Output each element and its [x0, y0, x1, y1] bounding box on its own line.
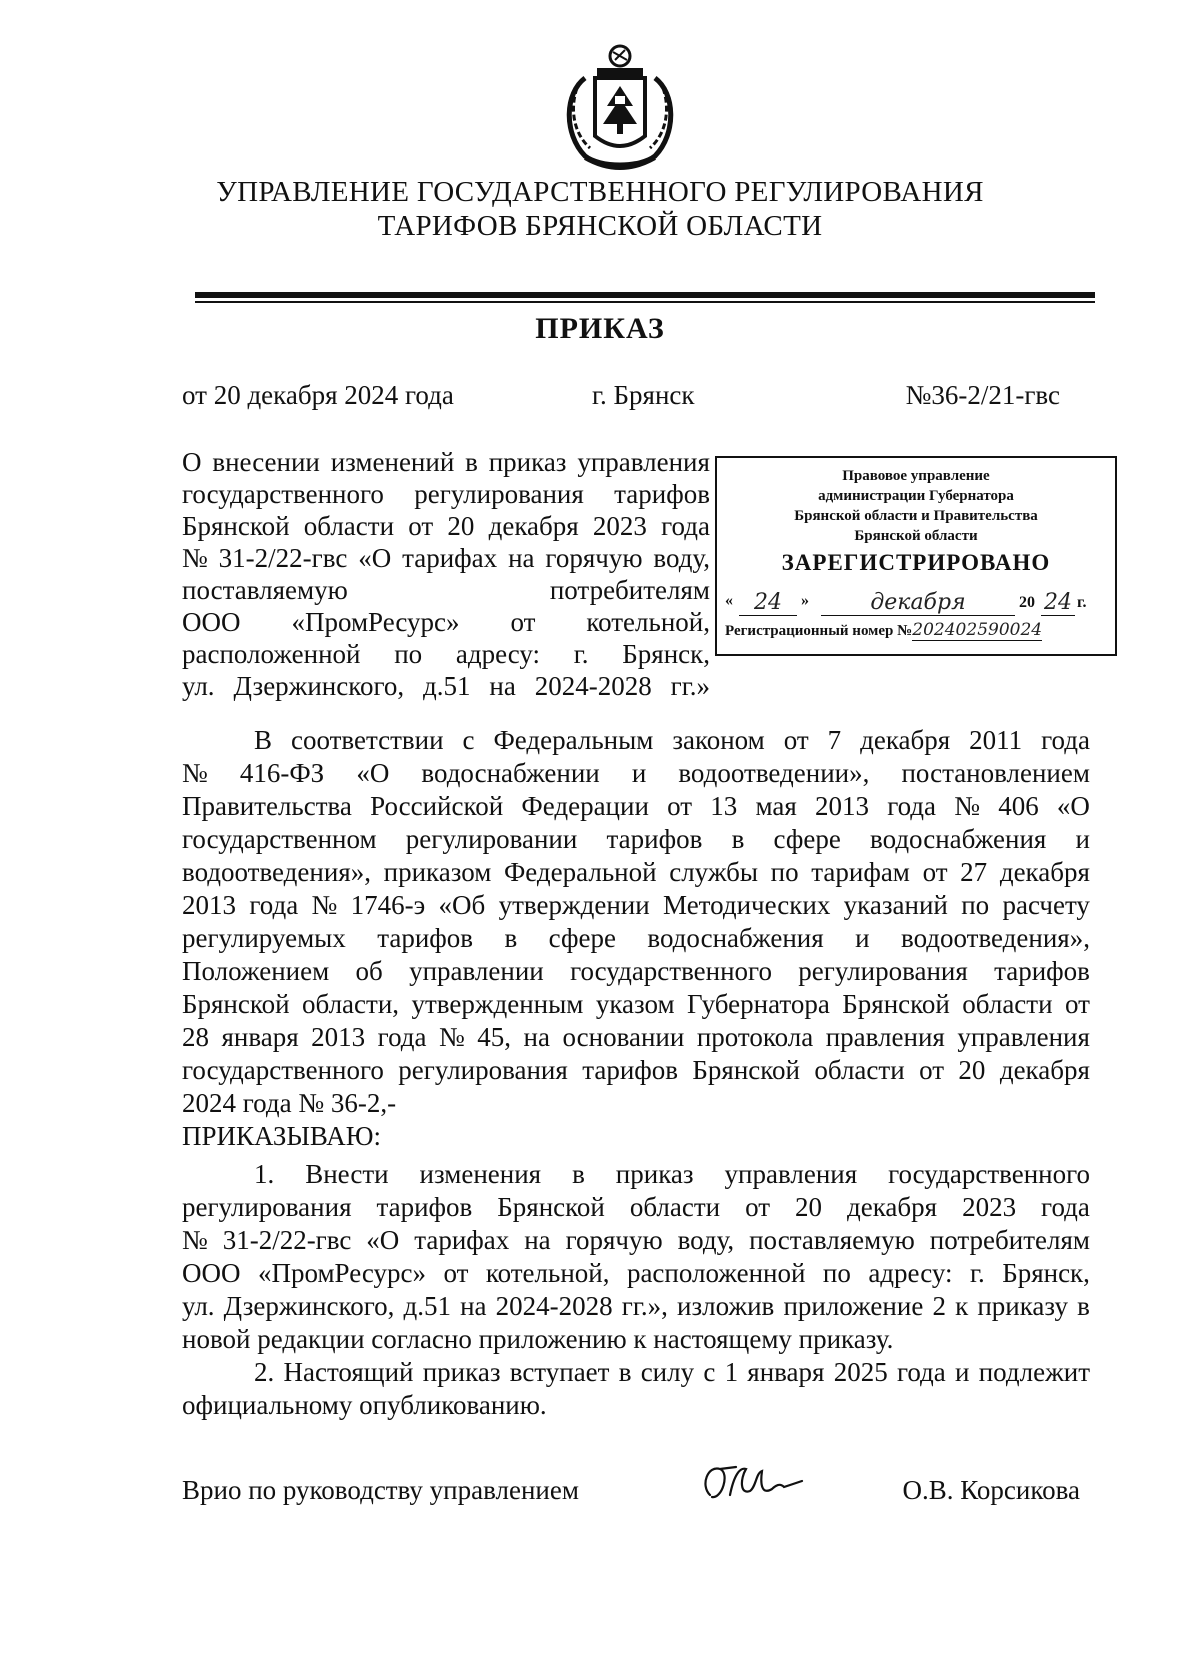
- preamble-line: 2024 года № 36-2,-: [182, 1088, 397, 1118]
- document-title: ПРИКАЗ: [535, 312, 665, 345]
- stamp-month: декабря: [821, 590, 1015, 616]
- stamp-registration-line: [725, 620, 1109, 641]
- stamp-status: ЗАРЕГИСТРИРОВАНО: [781, 550, 1051, 575]
- order-date: от 20 декабря 2024 года: [182, 380, 454, 410]
- stamp-year-suffix: 24: [1041, 590, 1075, 616]
- order-item-1: [182, 1158, 1090, 1356]
- item-line: ООО «ПромРесурс» от котельной, расположенной по адресу: г. Брянск,: [182, 1258, 1090, 1288]
- stamp-year-prefix: 20: [1019, 594, 1035, 611]
- stamp-date-line: « 24 » декабря 20 24 г.: [725, 590, 1087, 615]
- coat-of-arms-emblem: [555, 38, 685, 178]
- organization-name-line-2: ТАРИФОВ БРЯНСКОЙ ОБЛАСТИ: [377, 210, 823, 242]
- order-number: №36-2/21-гвс: [905, 380, 1060, 410]
- item-line: 1. Внести изменения в приказ управления государственного: [254, 1159, 1090, 1189]
- order-subject: [182, 446, 710, 702]
- stamp-day: 24: [739, 590, 797, 616]
- preamble-line: водоотведения», приказом Федеральной службы по тарифам от 27 декабря: [182, 857, 1090, 887]
- header-rule-thin: [195, 301, 1095, 303]
- signatory-name: О.В. Корсикова: [902, 1475, 1080, 1505]
- subject-line: государственного регулирования тарифов: [182, 479, 710, 509]
- preamble-line: № 416-ФЗ «О водоснабжении и водоотведении», постановлением: [182, 758, 1090, 788]
- order-city: г. Брянск: [592, 380, 695, 410]
- item-line: ул. Дзержинского, д.51 на 2024-2028 гг.», изложив приложение 2 к приказу в: [182, 1291, 1090, 1321]
- header-rule-thick: [195, 292, 1095, 298]
- stamp-authority-line: Брянской области и Правительства: [794, 508, 1038, 524]
- preamble-line: государственном регулировании тарифов в сфере водоснабжения и: [182, 824, 1090, 854]
- stamp-authority-line: администрации Губернатора: [818, 488, 1014, 504]
- preamble-line: регулируемых тарифов в сфере водоснабжения и водоотведения»,: [182, 923, 1090, 953]
- subject-line: О внесении изменений в приказ управления: [182, 447, 710, 477]
- subject-line: поставляемую потребителям: [182, 575, 710, 605]
- item-line: № 31-2/22-гвс «О тарифах на горячую воду, поставляемую потребителям: [182, 1225, 1090, 1255]
- subject-line: ООО «ПромРесурс» от котельной,: [182, 607, 710, 637]
- order-directive-word: ПРИКАЗЫВАЮ:: [182, 1121, 381, 1151]
- item-line: регулирования тарифов Брянской области от 20 декабря 2023 года: [182, 1192, 1090, 1222]
- signer-position: Врио по руководству управлением: [182, 1475, 579, 1505]
- stamp-authority-line: Правовое управление: [842, 468, 990, 484]
- subject-line: расположенной по адресу: г. Брянск,: [182, 639, 710, 669]
- preamble-paragraph: [182, 724, 1090, 1153]
- preamble-line: Положением об управлении государственного регулирования тарифов: [182, 956, 1090, 986]
- stamp-registration-label: Регистрационный номер №: [725, 623, 913, 639]
- item-line: новой редакции согласно приложению к настоящему приказу.: [182, 1324, 894, 1354]
- registration-stamp: [715, 456, 1117, 656]
- stamp-registration-number: 202402590024: [912, 620, 1043, 640]
- subject-line: № 31-2/22-гвс «О тарифах на горячую воду,: [182, 543, 710, 573]
- preamble-line: Брянской области, утвержденным указом Губернатора Брянской области от: [182, 989, 1090, 1019]
- item-line: официальному опубликованию.: [182, 1390, 547, 1420]
- item-line: 2. Настоящий приказ вступает в силу с 1 января 2025 года и подлежит: [254, 1357, 1090, 1387]
- preamble-line: государственного регулирования тарифов Брянской области от 20 декабря: [182, 1055, 1090, 1085]
- subject-line: ул. Дзержинского, д.51 на 2024-2028 гг.»: [182, 671, 710, 701]
- preamble-line: 28 января 2013 года № 45, на основании протокола правления управления: [182, 1022, 1090, 1052]
- handwritten-signature: [690, 1455, 820, 1515]
- stamp-year-unit: г.: [1077, 594, 1087, 611]
- order-item-2: [182, 1356, 1090, 1422]
- subject-line: Брянской области от 20 декабря 2023 года: [182, 511, 710, 541]
- stamp-authority-line: Брянской области: [854, 528, 978, 544]
- preamble-line: Правительства Российской Федерации от 13 мая 2013 года № 406 «О: [182, 791, 1090, 821]
- organization-name-line-1: УПРАВЛЕНИЕ ГОСУДАРСТВЕННОГО РЕГУЛИРОВАНИЯ: [216, 176, 984, 208]
- preamble-line: В соответствии с Федеральным законом от 7 декабря 2011 года: [254, 725, 1090, 755]
- preamble-line: 2013 года № 1746-э «Об утверждении Методических указаний по расчету: [182, 890, 1090, 920]
